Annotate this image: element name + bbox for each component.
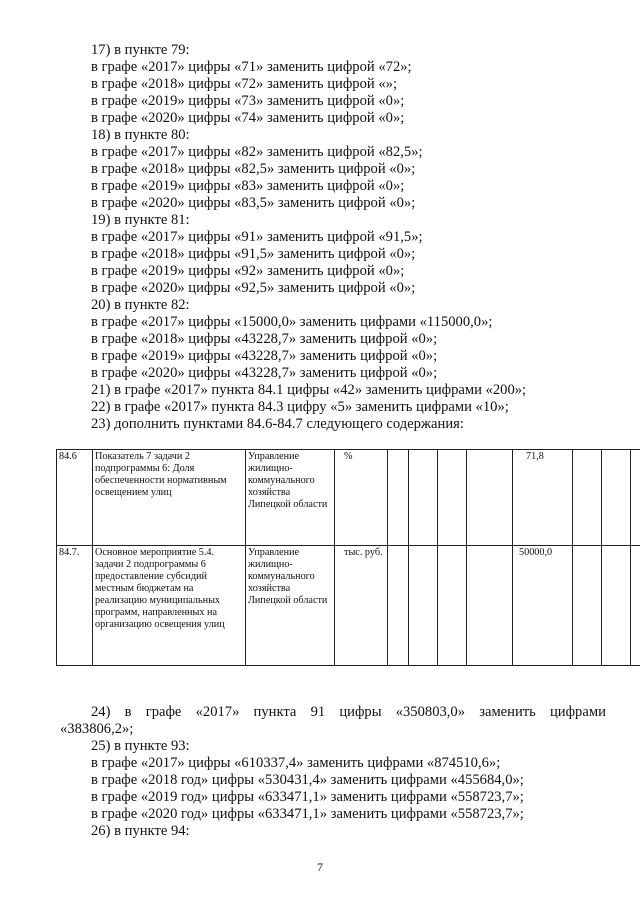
- text-line: в графе «2017» цифры «71» заменить цифрой «72»;: [91, 59, 412, 75]
- word: пункта: [253, 704, 297, 720]
- table-row: [57, 450, 640, 546]
- table-row: [57, 546, 640, 666]
- word: «2017»: [195, 704, 240, 720]
- empty-cell: [388, 450, 409, 546]
- text-line: в графе «2017» цифры «91» заменить цифрой «91,5»;: [91, 229, 423, 245]
- amendment-24-line: [91, 704, 606, 721]
- empty-cell: [409, 450, 438, 546]
- text-line: в графе «2019 год» цифры «633471,1» заменить цифрами «558723,7»;: [91, 789, 524, 805]
- text-line: в графе «2020 год» цифры «633471,1» заменить цифрами «558723,7»;: [91, 806, 524, 822]
- empty-cell: [573, 450, 602, 546]
- empty-cell: [467, 450, 513, 546]
- word: «350803,0»: [395, 704, 466, 720]
- row-name: Основное мероприятие 5.4. задачи 2 подпрограммы 6 предоставление субсидий местным бюджетам на реализацию муниципальных программ, направленных на организацию освещения улиц: [93, 546, 246, 666]
- empty-cell: [602, 450, 631, 546]
- text-line: 21) в графе «2017» пункта 84.1 цифры «42» заменить цифрами «200»;: [91, 382, 527, 398]
- empty-cell: [573, 546, 602, 666]
- text-line: в графе «2020» цифры «43228,7» заменить цифрой «0»;: [91, 365, 438, 381]
- text-line: в графе «2017» цифры «610337,4» заменить цифрами «874510,6»;: [91, 755, 501, 771]
- empty-cell: [388, 546, 409, 666]
- text-line: в графе «2018» цифры «43228,7» заменить цифрой «0»;: [91, 331, 438, 347]
- word: 24): [91, 704, 111, 720]
- row-number: 84.6: [57, 450, 93, 546]
- word: заменить: [479, 704, 536, 720]
- empty-cell: [409, 546, 438, 666]
- indicators-table: [56, 449, 640, 666]
- row-value-2017: 71,8: [513, 450, 573, 546]
- text-line: 25) в пункте 93:: [91, 738, 190, 754]
- text-line: в графе «2019» цифры «43228,7» заменить цифрой «0»;: [91, 348, 438, 364]
- text-line: в графе «2017» цифры «15000,0» заменить цифрами «115000,0»;: [91, 314, 493, 330]
- word: цифрами: [549, 704, 606, 720]
- empty-cell: [631, 546, 640, 666]
- row-unit: тыс. руб.: [335, 546, 388, 666]
- text-line: в графе «2018» цифры «91,5» заменить цифрой «0»;: [91, 246, 416, 262]
- text-line: 19) в пункте 81:: [91, 212, 190, 228]
- text-line: 17) в пункте 79:: [91, 42, 190, 58]
- row-executor: Управление жилищно-коммунального хозяйства Липецкой области: [246, 546, 335, 666]
- text-line: в графе «2020» цифры «92,5» заменить цифрой «0»;: [91, 280, 416, 296]
- word: цифры: [339, 704, 382, 720]
- empty-cell: [438, 450, 467, 546]
- text-line: 22) в графе «2017» пункта 84.3 цифру «5» заменить цифрами «10»;: [91, 399, 509, 415]
- text-line: 20) в пункте 82:: [91, 297, 190, 313]
- text-line: в графе «2018» цифры «72» заменить цифрой «»;: [91, 76, 398, 92]
- row-unit: %: [335, 450, 388, 546]
- text-line: в графе «2019» цифры «83» заменить цифрой «0»;: [91, 178, 405, 194]
- text-line: в графе «2017» цифры «82» заменить цифрой «82,5»;: [91, 144, 423, 160]
- text-line: в графе «2020» цифры «74» заменить цифрой «0»;: [91, 110, 405, 126]
- row-name: Показатель 7 задачи 2 подпрограммы 6: Доля обеспеченности нормативным освещением улиц: [93, 450, 246, 546]
- empty-cell: [602, 546, 631, 666]
- text-line: в графе «2019» цифры «92» заменить цифрой «0»;: [91, 263, 405, 279]
- text-line: 18) в пункте 80:: [91, 127, 190, 143]
- text-line: в графе «2020» цифры «83,5» заменить цифрой «0»;: [91, 195, 416, 211]
- word: 91: [310, 704, 326, 720]
- text-line: в графе «2018 год» цифры «530431,4» заменить цифрами «455684,0»;: [91, 772, 524, 788]
- text-line: в графе «2019» цифры «73» заменить цифрой «0»;: [91, 93, 405, 109]
- word: в: [124, 704, 132, 720]
- text-line: в графе «2018» цифры «82,5» заменить цифрой «0»;: [91, 161, 416, 177]
- row-executor: Управление жилищно-коммунального хозяйства Липецкой области: [246, 450, 335, 546]
- page-number: 7: [317, 860, 323, 874]
- empty-cell: [467, 546, 513, 666]
- text-line: 23) дополнить пунктами 84.6-84.7 следующего содержания:: [91, 416, 464, 432]
- word: графе: [145, 704, 182, 720]
- row-number: 84.7.: [57, 546, 93, 666]
- amendment-24-continuation: «383806,2»;: [60, 721, 134, 737]
- empty-cell: [631, 450, 640, 546]
- row-value-2017: 50000,0: [513, 546, 573, 666]
- empty-cell: [438, 546, 467, 666]
- text-line: 26) в пункте 94:: [91, 823, 190, 839]
